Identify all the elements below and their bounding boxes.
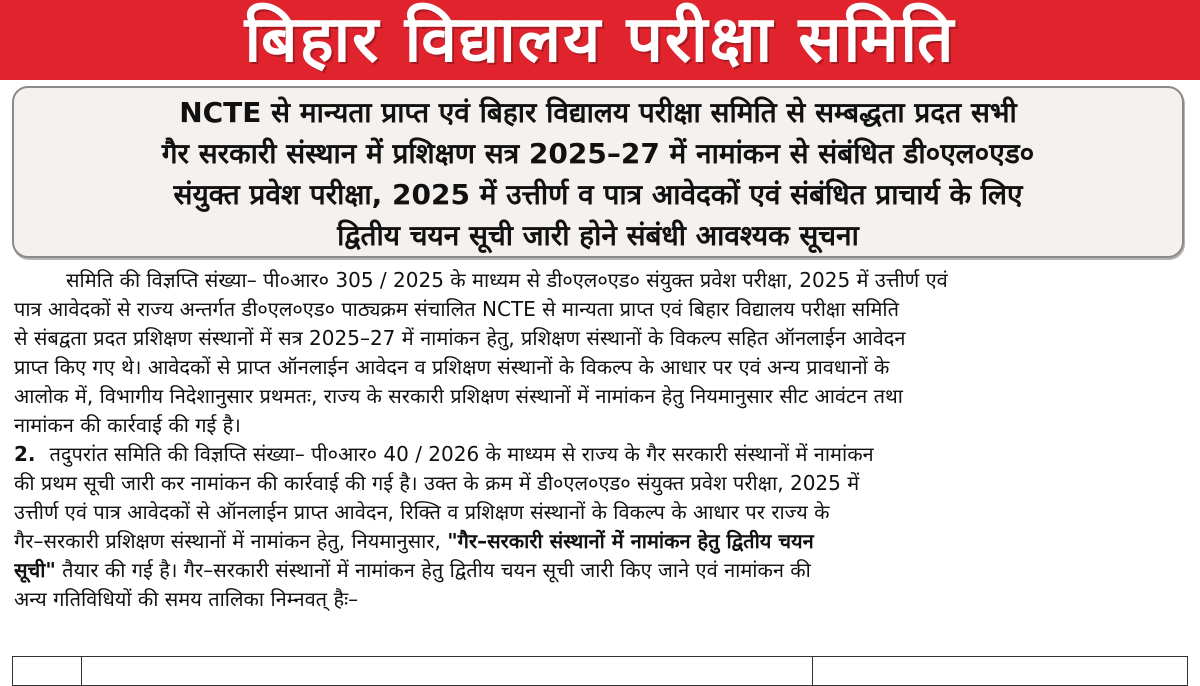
paragraph-text: तैयार की गई है। गैर–सरकारी संस्थानों में नामांकन हेतु द्वितीय चयन सूची जारी किए जाने एवं नामांकन की (55, 558, 811, 582)
table-cell (813, 657, 1187, 685)
subject-box (12, 86, 1184, 258)
header-title: बिहार विद्यालय परीक्षा समिति (244, 3, 956, 77)
paragraph-2 (14, 440, 1186, 614)
schedule-table-top (12, 656, 1188, 686)
paragraph-text: गैर–सरकारी प्रशिक्षण संस्थानों में नामांकन हेतु, नियमानुसार, (14, 529, 448, 553)
notice-body (14, 266, 1186, 614)
paragraph-line (14, 440, 1186, 469)
header-banner (0, 0, 1200, 80)
subject-line: द्वितीय चयन सूची जारी होने संबंधी आवश्यक सूचना (337, 219, 859, 252)
subject-line: NCTE से मान्यता प्राप्त एवं बिहार विद्यालय परीक्षा समिति से सम्बद्धता प्रदत सभी (179, 96, 1017, 129)
paragraph-line: पात्र आवेदकों से राज्य अन्तर्गत डी०एल०एड० पाठ्यक्रम संचालित NCTE से मान्यता प्राप्त एवं बिहार विद्यालय परीक्षा समिति (14, 297, 899, 321)
paragraph-line: अन्य गतिविधियों की समय तालिका निम्नवत् हैः– (14, 587, 359, 611)
table-cell (13, 657, 82, 685)
table-cell (82, 657, 813, 685)
paragraph-text: तदुपरांत समिति की विज्ञप्ति संख्या– पी०आर० 40 / 2026 के माध्यम से राज्य के गैर सरकारी संस्थानों में नामांकन (49, 442, 874, 466)
paragraph-line (14, 527, 1186, 556)
paragraph-line: नामांकन की कार्रवाई की गई है। (14, 413, 241, 437)
paragraph-line: से संबद्वता प्रदत प्रशिक्षण संस्थानों में सत्र 2025–27 में नामांकन हेतु, प्रशिक्षण संस्थानों के विकल्प सहित ऑनलाईन आवेदन (14, 326, 906, 350)
paragraph-line: की प्रथम सूची जारी कर नामांकन की कार्रवाई की गई है। उक्त के क्रम में डी०एल०एड० संयुक्त प्रवेश परीक्षा, 2025 में (14, 471, 860, 495)
subject-line: संयुक्त प्रवेश परीक्षा, 2025 में उत्तीर्ण व पात्र आवेदकों एवं संबंधित प्राचार्य के लिए (173, 178, 1023, 211)
highlighted-list-title: "गैर–सरकारी संस्थानों में नामांकन हेतु द्वितीय चयन (447, 529, 814, 553)
paragraph-line: समिति की विज्ञप्ति संख्या– पी०आर० 305 / 2025 के माध्यम से डी०एल०एड० संयुक्त प्रवेश परीक्षा, 2025 में उत्तीर्ण एवं (66, 268, 948, 292)
paragraph-1 (14, 266, 1186, 440)
paragraph-line: उत्तीर्ण एवं पात्र आवेदकों से ऑनलाईन प्राप्त आवेदन, रिक्ति व प्रशिक्षण संस्थानों के विकल्प के आधार पर राज्य के (14, 500, 830, 524)
paragraph-line: आलोक में, विभागीय निदेशानुसार प्रथमतः, राज्य के सरकारी प्रशिक्षण संस्थानों में नामांकन हेतु नियमानुसार सीट आवंटन तथा (14, 384, 903, 408)
paragraph-line (14, 556, 1186, 585)
highlighted-list-title: सूची" (14, 558, 56, 582)
paragraph-line: प्राप्त किए गए थे। आवेदकों से प्राप्त ऑनलाईन आवेदन व प्रशिक्षण संस्थानों के विकल्प के आधार पर एवं अन्य प्रावधानों के (14, 355, 890, 379)
paragraph-number: 2. (14, 442, 36, 466)
subject-line: गैर सरकारी संस्थान में प्रशिक्षण सत्र 2025–27 में नामांकन से संबंधित डी०एल०एड० (161, 137, 1035, 170)
